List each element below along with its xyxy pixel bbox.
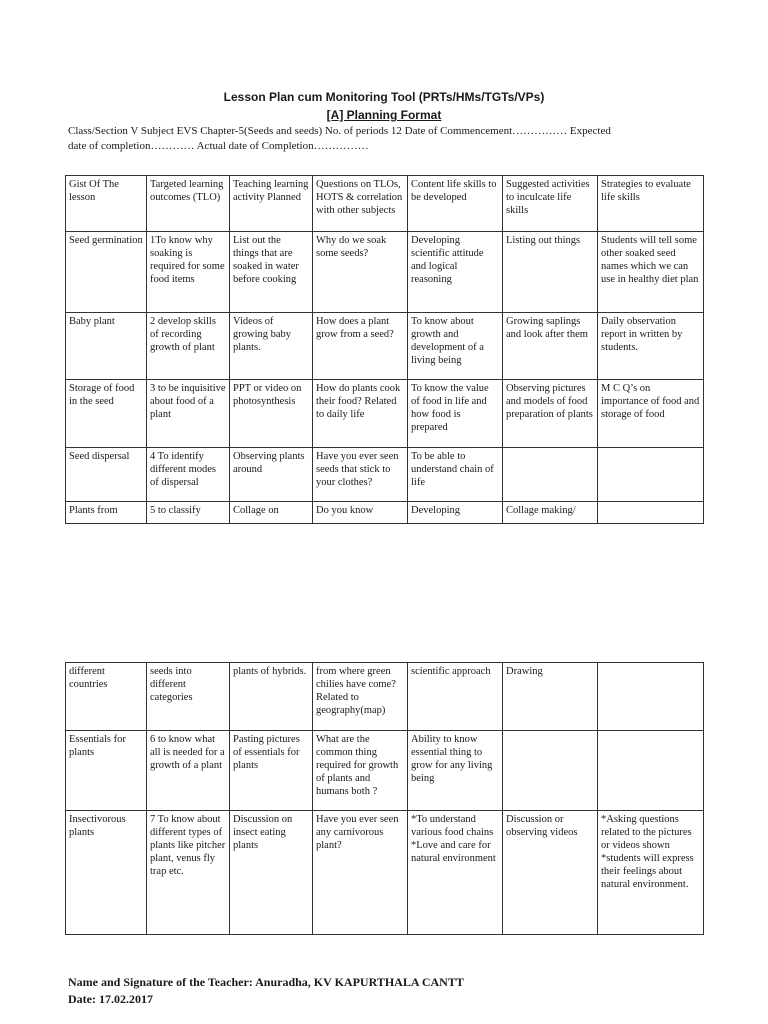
table-row [66, 448, 704, 502]
document-title: Lesson Plan cum Monitoring Tool (PRTs/HMs/TGTs/VPs) [223, 90, 545, 104]
table-cell: To know the value of food in life and how food is prepared [408, 380, 503, 448]
table-row [66, 232, 704, 313]
table-cell: different countries [66, 663, 147, 731]
table-cell: Do you know [313, 502, 408, 524]
table-cell: Growing saplings and look after them [503, 313, 598, 380]
table-cell: Developing [408, 502, 503, 524]
lesson-plan-table-bottom [65, 662, 704, 935]
table-cell: 6 to know what all is needed for a growth of a plant [147, 731, 230, 811]
table-row [66, 380, 704, 448]
table-cell: Discussion or observing videos [503, 811, 598, 935]
class-info-line-2: date of completion………… Actual date of Completion…………… [68, 140, 369, 152]
teacher-signature: Name and Signature of the Teacher: Anuradha, KV KAPURTHALA CANTT [68, 975, 464, 989]
table-cell: 1To know why soaking is required for some food items [147, 232, 230, 313]
table-cell: Seed dispersal [66, 448, 147, 502]
table-cell: Daily observation report in written by students. [598, 313, 704, 380]
table-cell: Collage making/ [503, 502, 598, 524]
table-cell: Drawing [503, 663, 598, 731]
table-cell: Collage on [230, 502, 313, 524]
header-cell: Content life skills to be developed [408, 176, 503, 232]
header-cell: Strategies to evaluate life skills [598, 176, 704, 232]
table-cell: 5 to classify [147, 502, 230, 524]
table-cell: 4 To identify different modes of dispersal [147, 448, 230, 502]
header-cell: Suggested activities to inculcate life skills [503, 176, 598, 232]
table-cell: Pasting pictures of essentials for plants [230, 731, 313, 811]
table-cell: 3 to be inquisitive about food of a plant [147, 380, 230, 448]
table-cell: 2 develop skills of recording growth of plant [147, 313, 230, 380]
table-cell: *To understand various food chains *Love and care for natural environment [408, 811, 503, 935]
table-cell: Observing plants around [230, 448, 313, 502]
class-info [68, 124, 708, 154]
subtitle-text: [A] Planning Format [326, 108, 442, 122]
table-cell [598, 731, 704, 811]
header-cell: Questions on TLOs, HOTS & correlation with other subjects [313, 176, 408, 232]
header-cell: Teaching learning activity Planned [230, 176, 313, 232]
table-cell: How do plants cook their food? Related to daily life [313, 380, 408, 448]
table-cell: Videos of growing baby plants. [230, 313, 313, 380]
table-cell [503, 731, 598, 811]
table-cell: Students will tell some other soaked seed names which we can use in healthy diet plan [598, 232, 704, 313]
table-cell: from where green chilies have come? Related to geography(map) [313, 663, 408, 731]
table-cell: *Asking questions related to the pictures or videos shown *students will express their feelings about natural environment. [598, 811, 704, 935]
table-cell: Why do we soak some seeds? [313, 232, 408, 313]
table-cell: List out the things that are soaked in water before cooking [230, 232, 313, 313]
table-row [66, 502, 704, 524]
table-cell: Plants from [66, 502, 147, 524]
header-cell: Gist Of The lesson [66, 176, 147, 232]
header-cell: Targeted learning outcomes (TLO) [147, 176, 230, 232]
table-row [66, 731, 704, 811]
table-cell: PPT or video on photosynthesis [230, 380, 313, 448]
table-cell: Baby plant [66, 313, 147, 380]
table-cell [598, 502, 704, 524]
table-cell: Listing out things [503, 232, 598, 313]
table-cell: M C Q’s on importance of food and storage of food [598, 380, 704, 448]
table-cell: scientific approach [408, 663, 503, 731]
table-cell: Seed germination [66, 232, 147, 313]
table-cell: Insectivorous plants [66, 811, 147, 935]
table-cell: Have you ever seen any carnivorous plant? [313, 811, 408, 935]
table-row [66, 663, 704, 731]
table-cell [598, 663, 704, 731]
document-subtitle [0, 108, 768, 122]
table-cell: Essentials for plants [66, 731, 147, 811]
table-cell [598, 448, 704, 502]
table-cell: To be able to understand chain of life [408, 448, 503, 502]
table-row [66, 811, 704, 935]
document-date: Date: 17.02.2017 [68, 992, 153, 1006]
table-cell: Storage of food in the seed [66, 380, 147, 448]
table-row [66, 313, 704, 380]
table-cell: seeds into different categories [147, 663, 230, 731]
lesson-plan-table-top [65, 175, 704, 524]
table-cell: 7 To know about different types of plants like pitcher plant, venus fly trap etc. [147, 811, 230, 935]
table-cell: Ability to know essential thing to grow for any living being [408, 731, 503, 811]
table-header-row [66, 176, 704, 232]
table-cell: How does a plant grow from a seed? [313, 313, 408, 380]
table-cell: Observing pictures and models of food preparation of plants [503, 380, 598, 448]
table-cell: plants of hybrids. [230, 663, 313, 731]
table-cell: Have you ever seen seeds that stick to your clothes? [313, 448, 408, 502]
table-cell [503, 448, 598, 502]
class-info-line-1: Class/Section V Subject EVS Chapter-5(Seeds and seeds) No. of periods 12 Date of Commencement…………… Expected [68, 125, 611, 137]
table-cell: To know about growth and development of a living being [408, 313, 503, 380]
table-cell: Discussion on insect eating plants [230, 811, 313, 935]
table-cell: Developing scientific attitude and logical reasoning [408, 232, 503, 313]
table-cell: What are the common thing required for growth of plants and humans both ? [313, 731, 408, 811]
